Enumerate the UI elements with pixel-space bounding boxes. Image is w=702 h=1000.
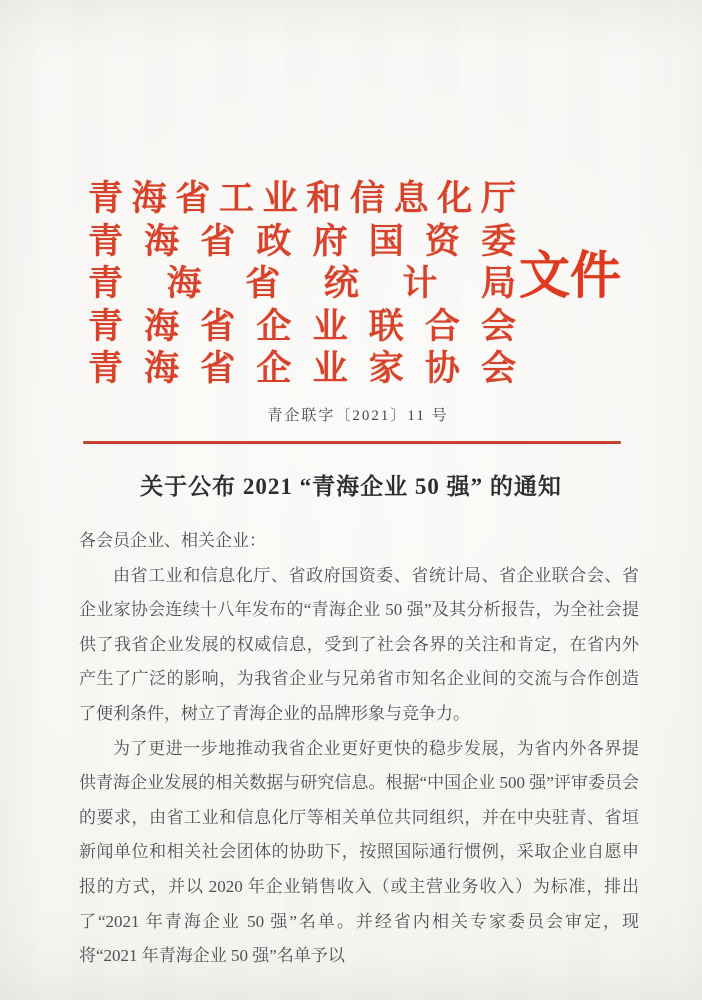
document-mark-wenjian: 文 件 (519, 249, 622, 305)
red-divider-line (83, 441, 621, 444)
org-line-guoziwei: 青 海 省 政 府 国 资 委 (88, 221, 516, 261)
salutation: 各会员企业、相关企业： (79, 531, 266, 550)
document-reference-number: 青企联字〔2021〕11 号 (267, 408, 449, 424)
body-paragraph-2: 为了更进一步地推动我省企业更好更快的稳步发展，为省内外各界提供青海企业发展的相关数据与研究信息。根据“中国企业 500 强”评审委员会的要求，由省工业和信息化厅等相关单位共同组织，并在中央驻青、省垣新闻单位和相关社会团体的协助下，按照国际通行惯例，采取企业自愿申报的方式，并以 2020 年企业销售收入（或主营业务收入）为标准，排出了“2021 年青海企业 50 强”名单。并经省内相关专家委员会审定，现将“2021 年青海企业 50 强”名单予以 (79, 738, 639, 966)
org-line-qiye-lianhehui: 青 海 省 企 业 联 合 会 (88, 306, 516, 346)
letterhead (88, 178, 628, 391)
body-paragraph-1: 由省工业和信息化厅、省政府国资委、省统计局、省企业联合会、省企业家协会连续十八年发布的“青海企业 50 强”及其分析报告，为全社会提供了我省企业发展的权威信息，受到了社会各界的关注和肯定，在省内外产生了广泛的影响，为我省企业与兄弟省市知名企业间的交流与合作创造了便利条件，树立了青海企业的品牌形象与竞争力。 (79, 565, 639, 723)
document-title: 关于公布 2021 “青海企业 50 强” 的通知 (140, 474, 562, 499)
org-line-gongxinting: 青 海 省 工 业 和 信 息 化 厅 (88, 179, 516, 218)
document-body (79, 524, 639, 974)
org-line-qiyejia-xiehui: 青 海 省 企 业 家 协 会 (88, 349, 516, 389)
org-line-tongjiju: 青 海 省 统 计 局 (88, 264, 516, 304)
issuing-org-list (88, 178, 516, 391)
